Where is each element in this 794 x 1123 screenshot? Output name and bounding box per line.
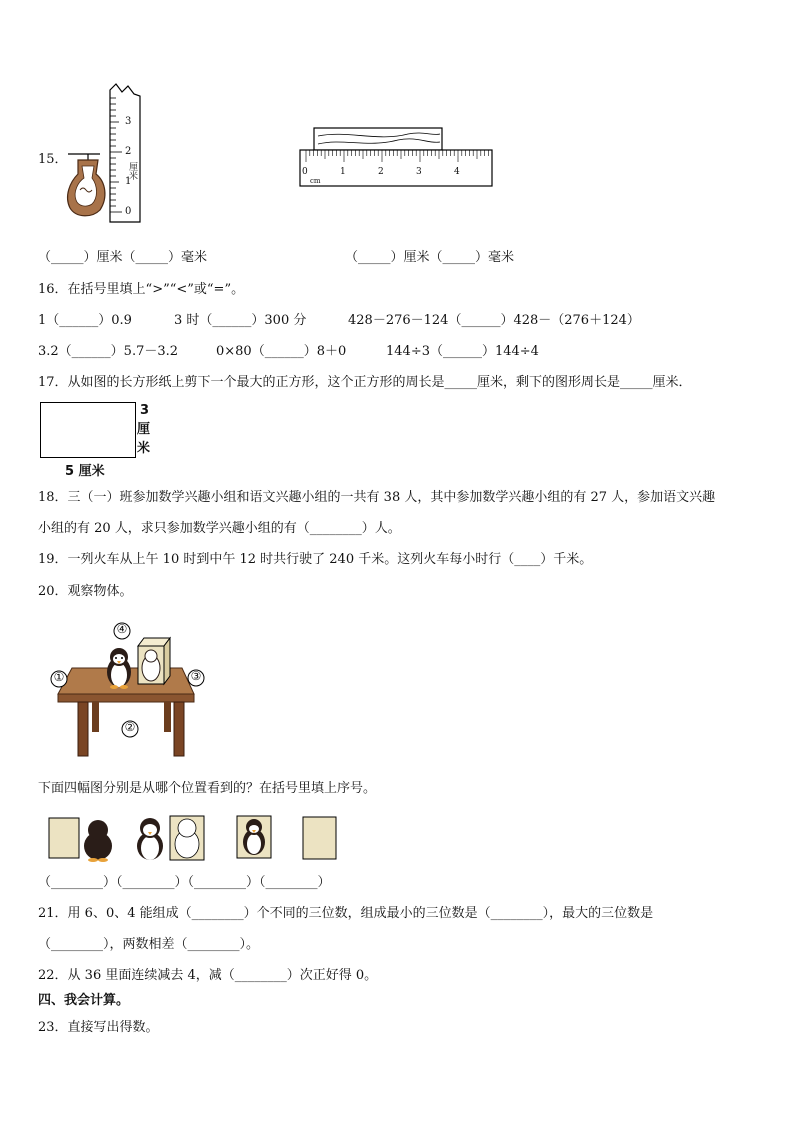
q16-row2-c: 144÷3（______）144÷4 [386,344,539,359]
q19-text: 19．一列火车从上午 10 时到中午 12 时共行驶了 240 千米。这列火车每小时行（____）千米。 [38,552,593,567]
q20-position-4: ④ [116,622,128,636]
q20-view-4 [302,816,338,862]
q21-line2: （________），两数相差（________）。 [38,937,260,952]
q17-bottom-label: 5 厘米 [65,464,105,479]
q15-left-tick-1: 1 [125,176,132,187]
q17-side-label-2: 厘 [137,422,151,437]
q15-right-tick-1: 1 [340,167,346,177]
q15-right-unit: cm [310,177,321,185]
q15-right-tick-4: 4 [454,167,460,177]
q16-row2-a: 3.2（______）5.7－3.2 [38,344,179,359]
q16-prompt: 16．在括号里填上“>”“<”或“=”。 [38,282,245,297]
q15-left-tick-0: 0 [125,206,132,217]
q17-prompt: 17．从如图的长方形纸上剪下一个最大的正方形，这个正方形的周长是_____厘米，剩下的图形周长是_____厘米． [38,375,692,390]
q20-table-scene [44,620,214,760]
q15-horizontal-ruler-figure [298,126,498,190]
q16-row1-a: 1（______）0.9 [38,313,132,328]
q20-instruction: 下面四幅图分别是从哪个位置看到的？在括号里填上序号。 [38,781,377,796]
q17-rectangle [40,402,136,458]
q16-row2-b: 0×80（______）8＋0 [216,344,347,359]
q15-right-tick-2: 2 [378,167,384,177]
q16-row1-b: 3 时（______）300 分 [174,313,307,328]
q16-row1-c: 428－276－124（______）428－（276＋124） [348,313,640,328]
q21-line1: 21．用 6、0、4 能组成（________）个不同的三位数，组成最小的三位数是（________），最大的三位数是 [38,906,654,921]
q18-line2: 小组的有 20 人，求只参加数学兴趣小组的有（________）人。 [38,521,401,536]
q23-text: 23．直接写出得数。 [38,1020,159,1035]
q20-answers: （________）（________）（________）（________） [38,875,331,890]
q15-vertical-ruler-figure [60,82,150,232]
q15-left-tick-2: 2 [125,146,132,157]
q20-view-1 [48,816,114,862]
q15-left-unit: 厘米 [127,162,137,180]
q20-view-2 [134,814,206,862]
q20-prompt: 20．观察物体。 [38,584,133,599]
q20-position-1: ① [53,670,65,684]
q20-position-2: ② [124,720,136,734]
q22-text: 22．从 36 里面连续减去 4，减（________）次正好得 0。 [38,968,378,983]
q20-position-3: ③ [190,669,202,683]
q15-left-tick-3: 3 [125,116,132,127]
q17-side-label-1: 3 [140,403,150,418]
q17-side-label-3: 米 [137,441,151,456]
q20-view-3 [236,814,272,862]
q15-answer-left: （_____）厘米（_____）毫米 [38,250,208,265]
q15-right-tick-3: 3 [416,167,422,177]
q15-answer-right: （_____）厘米（_____）毫米 [345,250,515,265]
q15-number: 15． [38,152,68,167]
section-4-title: 四、我会计算。 [38,993,130,1008]
q18-line1: 18．三（一）班参加数学兴趣小组和语文兴趣小组的一共有 38 人，其中参加数学兴趣小组的有 27 人，参加语文兴趣 [38,490,716,505]
q15-right-tick-0: 0 [302,167,308,177]
